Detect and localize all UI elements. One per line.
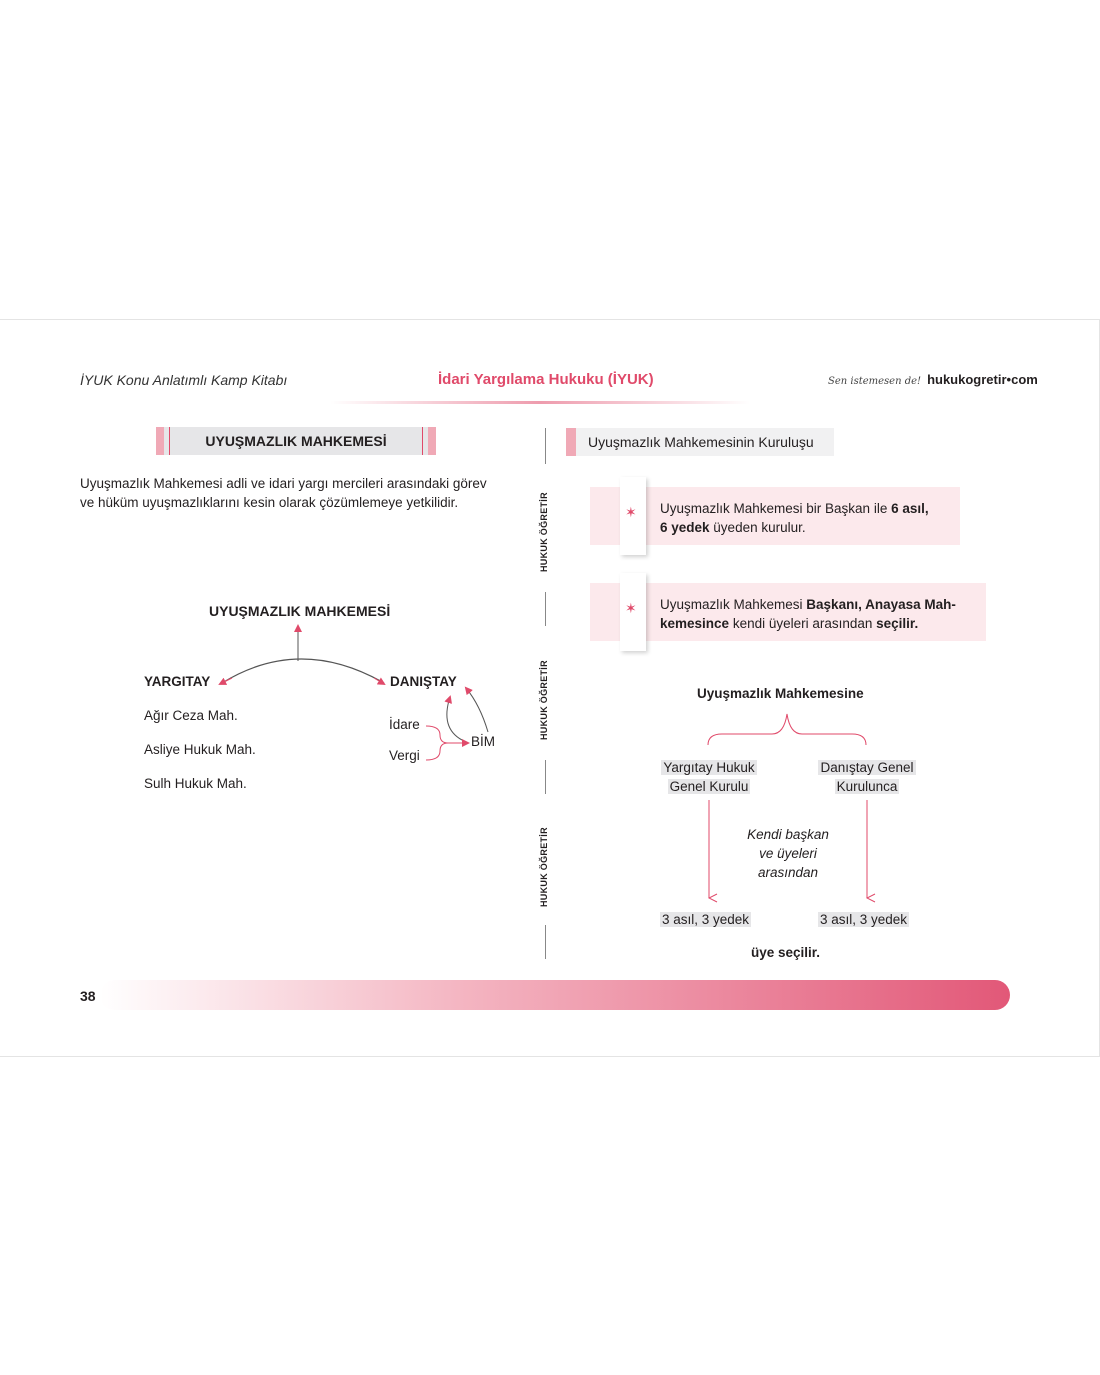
note-text-bold: Başkanı, Anayasa Mah-: [806, 597, 956, 612]
flow-middle-line3: arasından: [757, 865, 819, 880]
yargitay-item: Asliye Hukuk Mah.: [144, 742, 256, 757]
flow-right-result-text: 3 asıl, 3 yedek: [820, 912, 908, 927]
note-text-part: kendi üyeleri arasından: [729, 616, 877, 631]
note-text-part: Uyuşmazlık Mahkemesi bir Başkan ile: [660, 501, 892, 516]
note-text-part: üyeden kurulur.: [709, 520, 806, 535]
note-text-bold: kemesince: [660, 616, 730, 631]
danistay-bim: BİM: [471, 734, 496, 749]
note-text-part: Uyuşmazlık Mahkemesi: [660, 597, 807, 612]
watermark-label: HUKUK ÖĞRETİR: [539, 827, 549, 907]
yargitay-item: Sulh Hukuk Mah.: [144, 776, 247, 791]
note-text-bold: seçilir.: [876, 616, 919, 631]
header-divider: [330, 401, 750, 404]
note-text: [660, 499, 929, 537]
star-icon: ✶: [625, 504, 637, 520]
intro-line-2: ve hüküm uyuşmazlıklarını kesin olarak çözümlemeye yetkilidir.: [80, 495, 459, 510]
flow-right-line1: Danıştay Genel: [820, 760, 914, 775]
flow-right-box: [812, 758, 922, 796]
diagram-root: UYUŞMAZLIK MAHKEMESİ: [209, 603, 391, 619]
chapter-title: İdari Yargılama Hukuku (İYUK): [438, 371, 654, 388]
subsection-title-box: [566, 428, 834, 456]
note-text: [660, 595, 956, 633]
diagram-danistay: DANIŞTAY: [390, 674, 457, 689]
flow-middle-note: [730, 825, 846, 882]
book-title: İYUK Konu Anlatımlı Kamp Kitabı: [80, 372, 288, 388]
watermark-label: HUKUK ÖĞRETİR: [539, 492, 549, 572]
flow-middle-line2: ve üyeleri: [759, 846, 817, 861]
section-title-box: [156, 427, 436, 455]
note-card: [590, 487, 960, 545]
brand-suffix: •com: [1006, 372, 1038, 387]
brand-slogan: Sen istemesen de!: [828, 376, 922, 387]
danistay-vergi: Vergi: [389, 748, 420, 763]
column-divider: [545, 592, 546, 626]
flow-left-box: [655, 758, 763, 796]
brand-name: hukukogretir: [927, 372, 1007, 387]
section-title: UYUŞMAZLIK MAHKEMESİ: [169, 427, 423, 455]
note-card: [590, 583, 986, 641]
watermark-label: HUKUK ÖĞRETİR: [539, 660, 549, 740]
flow-footer: üye seçilir.: [751, 945, 821, 960]
diagram-yargitay: YARGITAY: [144, 674, 211, 689]
brand-logo: [828, 372, 1038, 387]
yargitay-item: Ağır Ceza Mah.: [144, 708, 238, 723]
flow-left-line1: Yargıtay Hukuk: [663, 760, 755, 775]
intro-paragraph: [80, 474, 530, 512]
note-tab: [620, 477, 646, 555]
intro-line-1: Uyuşmazlık Mahkemesi adli ve idari yargı mercileri arasındaki görev: [80, 476, 487, 491]
column-divider: [545, 925, 546, 959]
flow-right-line2: Kurulunca: [836, 779, 898, 794]
flow-left-result: [660, 912, 751, 927]
page-number: 38: [80, 988, 96, 1004]
flow-left-line2: Genel Kurulu: [669, 779, 749, 794]
note-tab: [620, 573, 646, 651]
subsection-title: Uyuşmazlık Mahkemesinin Kuruluşu: [588, 434, 814, 450]
flow-middle-line1: Kendi başkan: [747, 827, 829, 842]
danistay-idare: İdare: [389, 717, 420, 732]
column-divider: [545, 428, 546, 464]
note-text-bold: 6 asıl,: [891, 501, 929, 516]
flow-right-result: [818, 912, 909, 927]
flow-left-result-text: 3 asıl, 3 yedek: [662, 912, 750, 927]
note-text-bold: 6 yedek: [660, 520, 710, 535]
star-icon: ✶: [625, 600, 637, 616]
column-divider: [545, 760, 546, 794]
flow-head: Uyuşmazlık Mahkemesine: [697, 686, 864, 701]
footer-bar: [100, 980, 1010, 1010]
